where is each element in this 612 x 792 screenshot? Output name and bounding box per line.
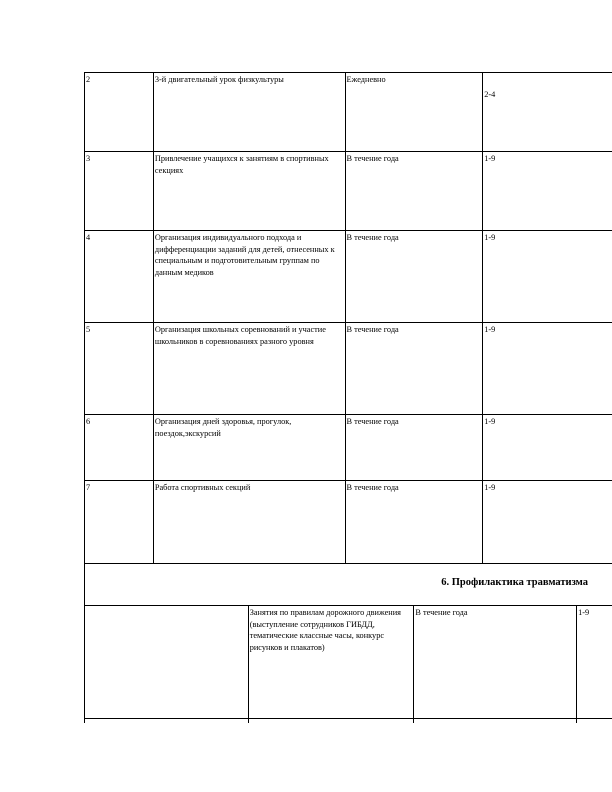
activity-cell: Работа спортивных секций	[154, 480, 346, 563]
activity-cell: Привлечение учащихся к занятиям в спортивных секциях	[154, 151, 346, 230]
grades-cell: 1-9	[483, 230, 612, 322]
activity-cell: 3-й двигательный урок физкультуры	[154, 72, 346, 151]
activity-cell: Организация дней здоровья, прогулок, поездок,экскурсий	[154, 414, 346, 480]
row-number: 5	[85, 322, 154, 414]
row-number: 2	[85, 72, 154, 151]
row-number: 7	[85, 480, 154, 563]
period-cell: Ежедневно	[346, 72, 484, 151]
period-cell: В течение года	[346, 151, 484, 230]
period-cell: В течение года	[346, 414, 484, 480]
table-row	[84, 151, 612, 230]
period-cell: В течение года	[414, 605, 577, 723]
row-number: 4	[85, 230, 154, 322]
table-row	[84, 230, 612, 322]
table-row	[84, 72, 612, 151]
grades-cell: 1-9	[483, 480, 612, 563]
activity-cell: Организация индивидуального подхода и дифференциации заданий для детей, отнесенных к специальным и подготовительным группам по данным медиков	[154, 230, 346, 322]
grades-cell: 1-9	[483, 414, 612, 480]
activity-cell: Организация школьных соревнований и участие школьников в соревнованиях разного уровня	[154, 322, 346, 414]
period-cell: В течение года	[346, 230, 484, 322]
period-cell: В течение года	[346, 480, 484, 563]
table-row	[84, 480, 612, 563]
section-heading-row	[84, 563, 612, 605]
table-bottom-border	[84, 718, 612, 719]
table-row	[84, 414, 612, 480]
row-number	[85, 605, 249, 723]
grades-cell: 2-4	[483, 72, 612, 151]
table-row	[84, 605, 612, 723]
period-cell: В течение года	[346, 322, 484, 414]
activity-cell: Занятия по правилам дорожного движения (выступление сотрудников ГИБДД, тематические классные часы, конкурс рисунков и плакатов)	[249, 605, 415, 723]
grades-cell: 1-9	[483, 151, 612, 230]
row-number: 3	[85, 151, 154, 230]
row-number: 6	[85, 414, 154, 480]
section-title: 6. Профилактика травматизма	[85, 563, 612, 605]
grades-cell: 1-9	[483, 322, 612, 414]
grades-cell: 1-9	[577, 605, 612, 723]
activities-table	[84, 72, 612, 723]
table-row	[84, 322, 612, 414]
